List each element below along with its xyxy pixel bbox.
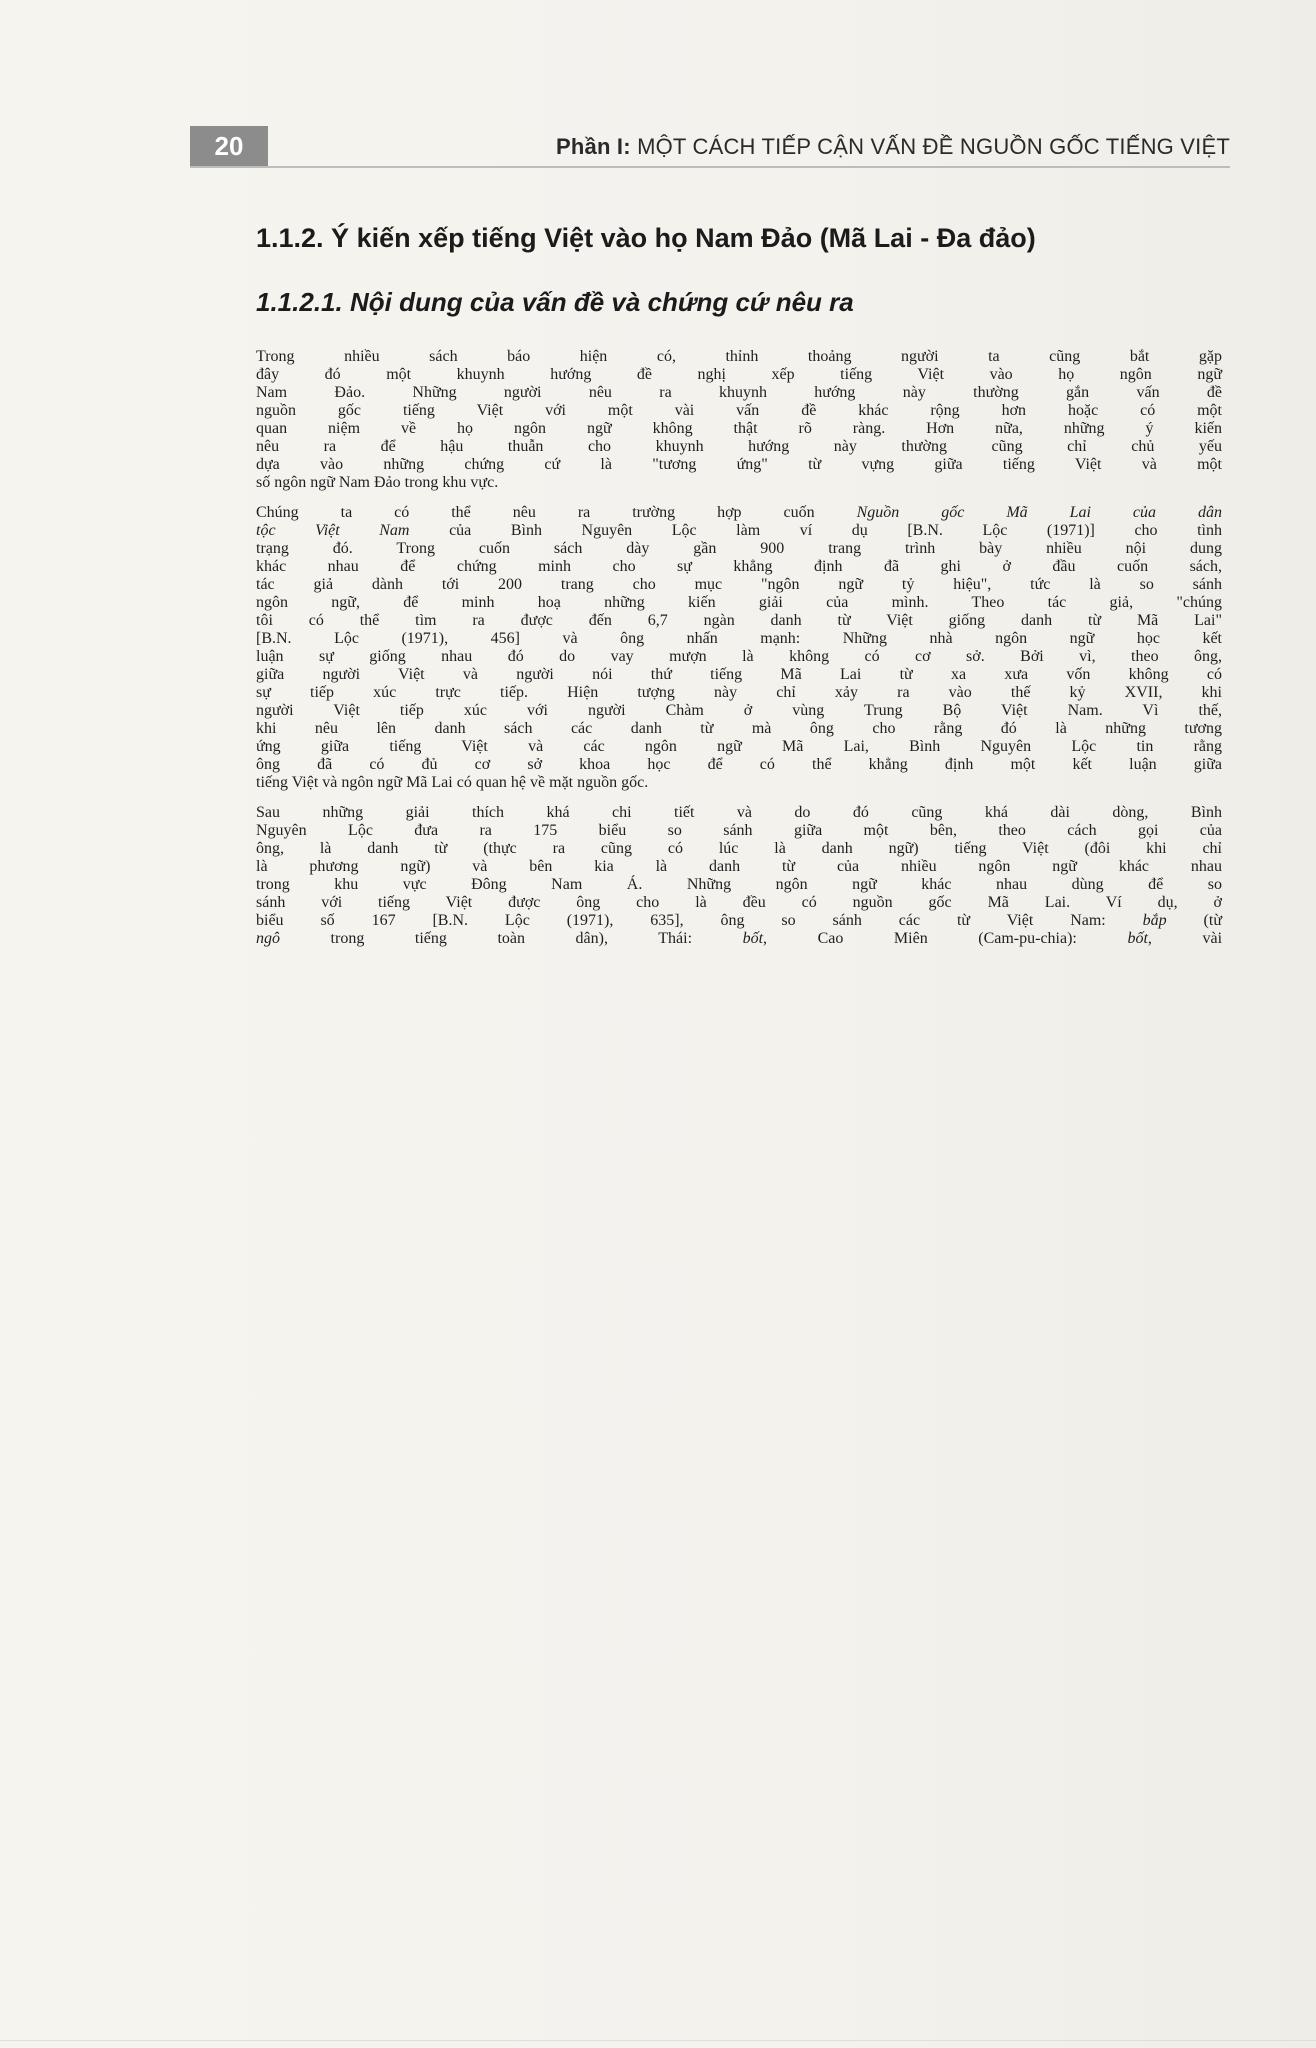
text-line: nêu ra để hậu thuẫn cho khuynh hướng này thường cũng chỉ chủ yếu	[256, 438, 1222, 455]
text-line	[256, 912, 1222, 930]
italic-word: bốt	[1127, 930, 1148, 947]
running-head-part: Phần I:	[556, 134, 631, 159]
text-line: tôi có thể tìm ra được đến 6,7 ngàn danh từ Việt giống danh từ Mã Lai"	[256, 612, 1222, 629]
text-line: Sau những giải thích khá chi tiết và do đó cũng khá dài dòng, Bình	[256, 804, 1222, 821]
page-edge	[0, 2040, 1316, 2041]
text-line: trong khu vực Đông Nam Á. Những ngôn ngữ khác nhau dùng để so	[256, 876, 1222, 893]
text-line	[256, 930, 1222, 948]
text-line: dựa vào những chứng cứ là "tương ứng" từ vựng giữa tiếng Việt và một	[256, 456, 1222, 473]
text-line: ông, là danh từ (thực ra cũng có lúc là danh ngữ) tiếng Việt (đôi khi chỉ	[256, 840, 1222, 857]
text-line: ông đã có đủ cơ sở khoa học để có thể khẳng định một kết luận giữa	[256, 756, 1222, 773]
text-line: sánh với tiếng Việt được ông cho là đều có nguồn gốc Mã Lai. Ví dụ, ở	[256, 894, 1222, 911]
paragraph-2	[256, 504, 1222, 792]
running-head-title: MỘT CÁCH TIẾP CẬN VẤN ĐỀ NGUỒN GỐC TIẾNG VIỆT	[630, 134, 1230, 159]
text-line: [B.N. Lộc (1971), 456] và ông nhấn mạnh: Những nhà ngôn ngữ học kết	[256, 630, 1222, 647]
text-line: khi nêu lên danh sách các danh từ mà ông cho rằng đó là những tương	[256, 720, 1222, 737]
text-line: đây đó một khuynh hướng đề nghị xếp tiếng Việt vào họ ngôn ngữ	[256, 366, 1222, 383]
text-line: ngôn ngữ, để minh hoạ những kiến giải của mình. Theo tác giả, "chúng	[256, 594, 1222, 611]
italic-word: bắp	[1142, 912, 1167, 929]
text-line	[256, 522, 1222, 540]
text-run: trong tiếng toàn dân), Thái:	[280, 930, 743, 947]
text-line: quan niệm về họ ngôn ngữ không thật rõ ràng. Hơn nữa, những ý kiến	[256, 420, 1222, 437]
text-line: tác giả dành tới 200 trang cho mục "ngôn ngữ tỷ hiệu", tức là so sánh	[256, 576, 1222, 593]
text-line: sự tiếp xúc trực tiếp. Hiện tượng này chỉ xảy ra vào thế kỷ XVII, khi	[256, 684, 1222, 701]
text-line: nguồn gốc tiếng Việt với một vài vấn đề khác rộng hơn hoặc có một	[256, 402, 1222, 419]
body-text	[256, 348, 1222, 960]
subsection-heading: 1.1.2.1. Nội dung của vấn đề và chứng cứ nêu ra	[256, 287, 854, 317]
text-line: trạng đó. Trong cuốn sách dày gần 900 trang trình bày nhiều nội dung	[256, 540, 1222, 557]
text-line: khác nhau để chứng minh cho sự khẳng định đã ghi ở đầu cuốn sách,	[256, 558, 1222, 575]
text-line: luận sự giống nhau đó do vay mượn là không có cơ sở. Bởi vì, theo ông,	[256, 648, 1222, 665]
text-line: ứng giữa tiếng Việt và các ngôn ngữ Mã Lai, Bình Nguyên Lộc tin rằng	[256, 738, 1222, 755]
italic-word: ngô	[256, 930, 280, 947]
page-number: 20	[190, 126, 268, 166]
text-line: là phương ngữ) và bên kia là danh từ của nhiều ngôn ngữ khác nhau	[256, 858, 1222, 875]
paragraph-3	[256, 804, 1222, 948]
text-line: Nguyên Lộc đưa ra 175 biểu so sánh giữa một bên, theo cách gọi của	[256, 822, 1222, 839]
text-run: biểu số 167 [B.N. Lộc (1971), 635], ông so sánh các từ Việt Nam:	[256, 912, 1143, 929]
italic-word: bốt	[742, 930, 764, 947]
text-line: số ngôn ngữ Nam Đảo trong khu vực.	[256, 474, 499, 491]
text-run: Chúng ta có thể nêu ra trường hợp cuốn	[256, 504, 857, 521]
text-line	[256, 504, 1222, 522]
text-line: Trong nhiều sách báo hiện có, thỉnh thoảng người ta cũng bắt gặp	[256, 348, 1222, 365]
text-run: (từ	[1166, 912, 1222, 929]
text-run: , Cao Miên (Cam-pu-chia):	[763, 930, 1128, 947]
page-header	[190, 126, 1230, 168]
book-title: Nguồn gốc Mã Lai của dân	[856, 504, 1223, 521]
text-line: người Việt tiếp xúc với người Chàm ở vùng Trung Bộ Việt Nam. Vì thế,	[256, 702, 1222, 719]
text-line: Nam Đảo. Những người nêu ra khuynh hướng này thường gắn vấn đề	[256, 384, 1222, 401]
running-head	[556, 130, 1230, 164]
text-run: của Bình Nguyên Lộc làm ví dụ [B.N. Lộc (1971)] cho tình	[409, 522, 1222, 539]
paragraph-1	[256, 348, 1222, 492]
text-line: giữa người Việt và người nói thứ tiếng Mã Lai từ xa xưa vốn không có	[256, 666, 1222, 683]
section-heading: 1.1.2. Ý kiến xếp tiếng Việt vào họ Nam Đảo (Mã Lai - Đa đảo)	[256, 223, 1036, 253]
text-run: , vài	[1147, 930, 1223, 947]
text-line: tiếng Việt và ngôn ngữ Mã Lai có quan hệ về mặt nguồn gốc.	[256, 774, 649, 791]
book-title: tộc Việt Nam	[256, 522, 410, 539]
